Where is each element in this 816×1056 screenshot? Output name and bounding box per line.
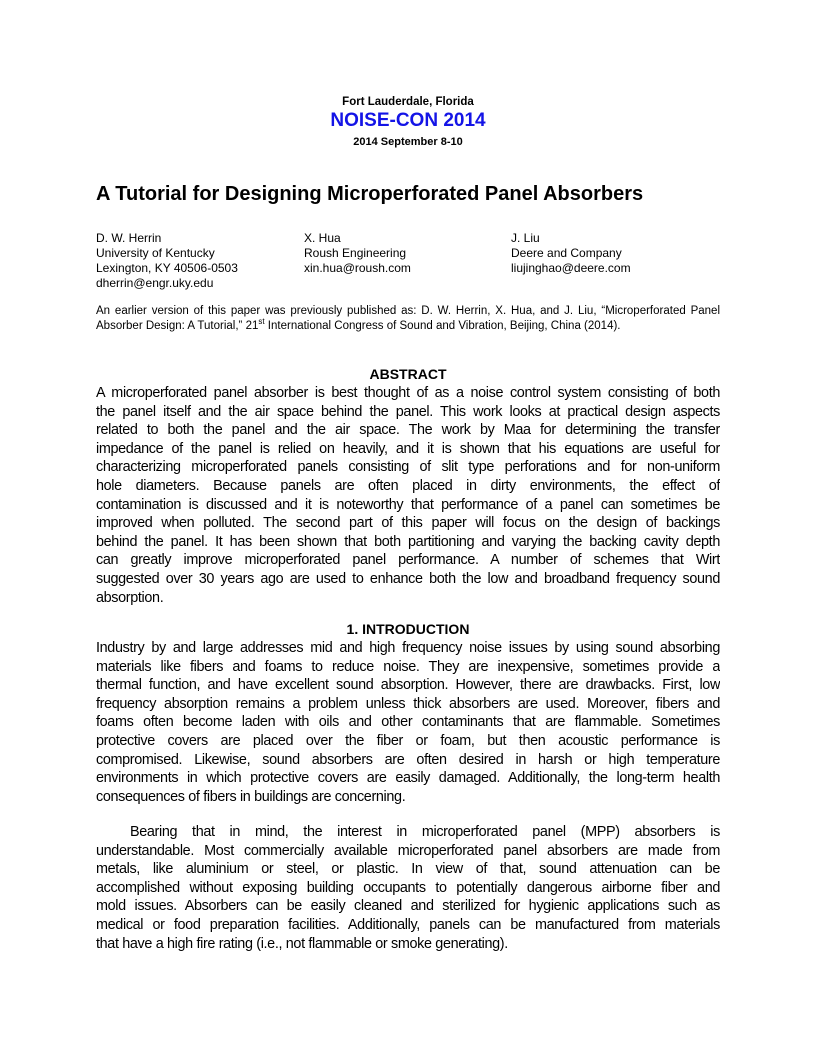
intro-line: metals, like aluminium or steel, or plastic. In view of that, sound attenuation can be bbox=[96, 861, 720, 878]
abstract-line: the panel itself and the air space behind the panel. This work looks at practical design aspects bbox=[96, 403, 720, 420]
intro-line: thermal function, and have excellent sound absorption. However, there are drawbacks. First, low bbox=[96, 677, 720, 694]
intro-line: accomplished without exposing building occupants to potentially dangerous airborne fiber and bbox=[96, 879, 720, 896]
introduction-paragraph-1 bbox=[96, 639, 720, 806]
author-block-hua bbox=[304, 231, 411, 276]
abstract-line: contamination is discussed and it is noteworthy that performance of a panel can sometimes be bbox=[96, 496, 720, 513]
conference-name: NOISE-CON 2014 bbox=[330, 110, 486, 131]
author-block-liu bbox=[511, 231, 631, 276]
author-affiliation: University of Kentucky bbox=[96, 246, 215, 260]
abstract-line: hole diameters. Because panels are often placed in dirty environments, the effect of bbox=[96, 477, 720, 494]
author-name: D. W. Herrin bbox=[96, 231, 162, 245]
abstract-heading: ABSTRACT bbox=[369, 366, 447, 382]
intro-line: materials like fibers and foams to reduce noise. They are inexpensive, sometimes provide a bbox=[96, 658, 720, 675]
abstract-body bbox=[96, 384, 720, 607]
intro-line: medical or food preparation facilities. Additionally, panels can be manufactured from materials bbox=[96, 916, 720, 933]
abstract-line: can greatly improve microperforated panel performance. A number of schemes that Wirt bbox=[96, 552, 720, 569]
note-text-part2: International Congress of Sound and Vibration, Beijing, China (2014). bbox=[264, 319, 621, 332]
conference-location: Fort Lauderdale, Florida bbox=[342, 96, 474, 108]
author-name: X. Hua bbox=[304, 231, 341, 245]
intro-line: mold issues. Absorbers can be easily cleaned and sterilized for hygienic applications such as bbox=[96, 898, 720, 915]
intro-line: frequency absorption remains a problem unless thick absorbers are used. Moreover, fibers and bbox=[96, 695, 720, 712]
intro-line: protective covers are placed over the fiber or foam, but then acoustic performance is bbox=[96, 732, 720, 749]
intro-line: Bearing that in mind, the interest in microperforated panel (MPP) absorbers is bbox=[130, 824, 720, 840]
abstract-line: absorption. bbox=[96, 589, 164, 606]
author-block-herrin bbox=[96, 231, 238, 291]
introduction-heading: 1. INTRODUCTION bbox=[346, 621, 470, 637]
note-text-part1: An earlier version of this paper was previously published as: D. W. Herrin, X. Hua, and J. Liu, “Microperforated Panel Absorber Design: A Tutorial,” 21 bbox=[96, 305, 720, 332]
intro-line: compromised. Likewise, sound absorbers are often desired in harsh or high temperature bbox=[96, 751, 720, 768]
abstract-line: improved when polluted. The second part of this paper will focus on the design of backings bbox=[96, 515, 720, 532]
author-email: dherrin@engr.uky.edu bbox=[96, 276, 214, 290]
abstract-line: behind the panel. It has been shown that both partitioning and varying the backing cavity depth bbox=[96, 533, 720, 550]
abstract-line: impedance of the panel is relied on heavily, and it is shown that his equations are useful for bbox=[96, 440, 720, 457]
conference-dates: 2014 September 8-10 bbox=[353, 136, 463, 148]
author-email: liujinghao@deere.com bbox=[511, 261, 631, 275]
author-address: Lexington, KY 40506-0503 bbox=[96, 261, 238, 275]
author-affiliation: Deere and Company bbox=[511, 246, 622, 260]
author-affiliation: Roush Engineering bbox=[304, 246, 407, 260]
note-superscript: st bbox=[258, 316, 265, 326]
intro-line: that have a high fire rating (i.e., not flammable or smoke generating). bbox=[96, 935, 508, 952]
author-name: J. Liu bbox=[511, 231, 540, 245]
abstract-line: characterizing microperforated panels consisting of slit type perforations and for non-uniform bbox=[96, 459, 720, 476]
abstract-line: A microperforated panel absorber is best thought of as a noise control system consisting of both bbox=[96, 385, 720, 401]
intro-line: consequences of fibers in buildings are concerning. bbox=[96, 788, 406, 805]
intro-line: understandable. Most commercially available microperforated panel absorbers are made from bbox=[96, 842, 720, 859]
abstract-line: suggested over 30 years ago are used to enhance both the low and broadband frequency sound bbox=[96, 570, 720, 587]
intro-line: Industry by and large addresses mid and high frequency noise issues by using sound absorbing bbox=[96, 640, 720, 656]
intro-line: environments in which protective covers are easily damaged. Additionally, the long-term health bbox=[96, 770, 720, 787]
intro-line: foams often become laden with oils and other contaminants that are flammable. Sometimes bbox=[96, 714, 720, 731]
publication-note bbox=[96, 304, 720, 333]
author-email: xin.hua@roush.com bbox=[304, 261, 411, 275]
introduction-paragraph-2 bbox=[96, 823, 720, 953]
abstract-line: related to both the panel and the air space. The work by Maa for determining the transfer bbox=[96, 422, 720, 439]
paper-title: A Tutorial for Designing Microperforated Panel Absorbers bbox=[96, 183, 644, 205]
